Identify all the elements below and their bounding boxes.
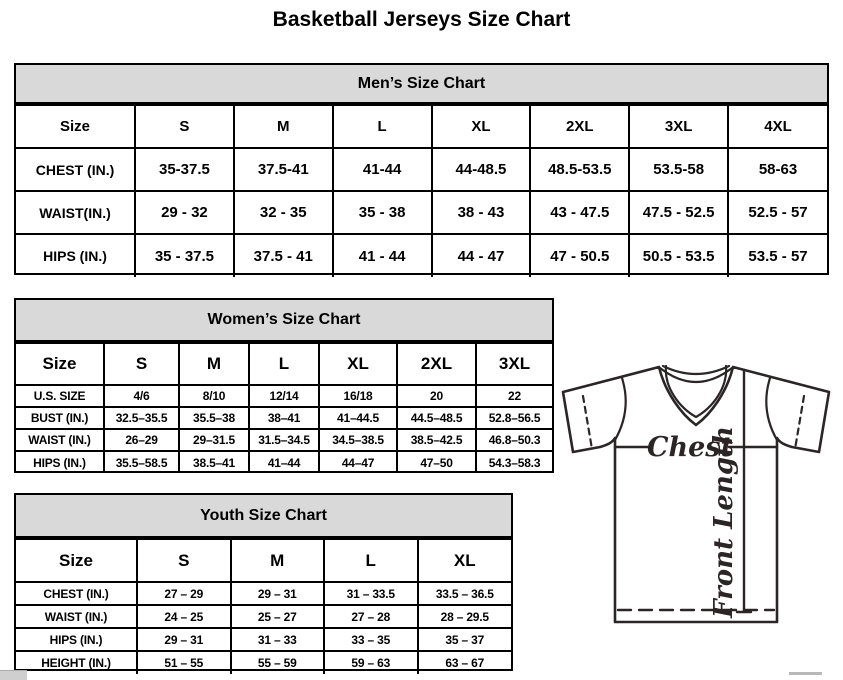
size-value-cell: 22 xyxy=(476,385,552,407)
jersey-measurement-diagram xyxy=(552,350,835,675)
size-value-cell: 31.5–34.5 xyxy=(249,429,319,451)
size-value-cell: 16/18 xyxy=(319,385,397,407)
table-row xyxy=(16,429,552,451)
size-value-cell: 44 - 47 xyxy=(432,234,531,277)
measurement-row-label: U.S. SIZE xyxy=(16,385,104,407)
size-column-header: L xyxy=(249,343,319,385)
size-value-cell: 48.5-53.5 xyxy=(530,148,629,191)
size-column-header: 2XL xyxy=(530,105,629,148)
size-value-cell: 37.5-41 xyxy=(234,148,333,191)
measurement-row-label: WAIST (IN.) xyxy=(16,605,137,628)
size-column-header: XL xyxy=(418,539,512,582)
size-value-cell: 32.5–35.5 xyxy=(104,407,179,429)
size-value-cell: 28 – 29.5 xyxy=(418,605,512,628)
table-row xyxy=(16,451,552,473)
chest-label: Chest xyxy=(647,432,733,463)
table-row xyxy=(16,148,827,191)
size-value-cell: 29–31.5 xyxy=(179,429,249,451)
table-row xyxy=(16,582,511,605)
size-value-cell: 29 - 32 xyxy=(135,191,234,234)
left-cuff-dashed-line xyxy=(583,396,592,449)
table-row xyxy=(16,628,511,651)
size-value-cell: 54.3–58.3 xyxy=(476,451,552,473)
size-column-header: M xyxy=(179,343,249,385)
size-value-cell: 35 - 37.5 xyxy=(135,234,234,277)
size-value-cell: 33.5 – 36.5 xyxy=(418,582,512,605)
size-value-cell: 35.5–58.5 xyxy=(104,451,179,473)
measurement-row-label: CHEST (IN.) xyxy=(16,148,135,191)
size-value-cell: 53.5-58 xyxy=(629,148,728,191)
youth-size-table xyxy=(16,538,511,674)
womens-size-chart xyxy=(14,298,554,473)
size-value-cell: 27 – 29 xyxy=(137,582,231,605)
right-cuff-dashed-line xyxy=(795,396,804,449)
size-value-cell: 35.5–38 xyxy=(179,407,249,429)
size-value-cell: 31 – 33 xyxy=(231,628,325,651)
size-value-cell: 20 xyxy=(397,385,476,407)
size-value-cell: 26–29 xyxy=(104,429,179,451)
collar-back-arc-inner xyxy=(663,366,729,374)
size-value-cell: 43 - 47.5 xyxy=(530,191,629,234)
size-value-cell: 8/10 xyxy=(179,385,249,407)
table-row xyxy=(16,234,827,277)
mens-chart-title: Men’s Size Chart xyxy=(16,65,827,104)
size-value-cell: 24 – 25 xyxy=(137,605,231,628)
size-value-cell: 38 - 43 xyxy=(432,191,531,234)
jersey-outline xyxy=(563,367,829,622)
size-value-cell: 63 – 67 xyxy=(418,651,512,674)
mens-size-chart xyxy=(14,63,829,275)
womens-size-table xyxy=(16,342,552,473)
size-value-cell: 44–47 xyxy=(319,451,397,473)
front-length-label: Front Length xyxy=(709,426,739,618)
size-value-cell: 51 – 55 xyxy=(137,651,231,674)
youth-size-chart xyxy=(14,493,513,671)
size-value-cell: 47–50 xyxy=(397,451,476,473)
youth-chart-title: Youth Size Chart xyxy=(16,495,511,538)
size-value-cell: 44.5–48.5 xyxy=(397,407,476,429)
size-value-cell: 52.5 - 57 xyxy=(728,191,827,234)
size-value-cell: 41 - 44 xyxy=(333,234,432,277)
size-column-header: 3XL xyxy=(629,105,728,148)
size-value-cell: 52.8–56.5 xyxy=(476,407,552,429)
measurement-row-label: HIPS (IN.) xyxy=(16,628,137,651)
size-value-cell: 33 – 35 xyxy=(324,628,418,651)
size-value-cell: 55 – 59 xyxy=(231,651,325,674)
size-value-cell: 25 – 27 xyxy=(231,605,325,628)
size-value-cell: 27 – 28 xyxy=(324,605,418,628)
size-value-cell: 12/14 xyxy=(249,385,319,407)
size-value-cell: 50.5 - 53.5 xyxy=(629,234,728,277)
size-value-cell: 38.5–42.5 xyxy=(397,429,476,451)
size-column-header: S xyxy=(104,343,179,385)
size-value-cell: 38.5–41 xyxy=(179,451,249,473)
table-row xyxy=(16,385,552,407)
size-column-header: Size xyxy=(16,105,135,148)
size-value-cell: 38–41 xyxy=(249,407,319,429)
size-value-cell: 41-44 xyxy=(333,148,432,191)
size-value-cell: 47 - 50.5 xyxy=(530,234,629,277)
table-row xyxy=(16,407,552,429)
womens-chart-title: Women’s Size Chart xyxy=(16,300,552,342)
measurement-row-label: HIPS (IN.) xyxy=(16,451,104,473)
size-column-header: XL xyxy=(319,343,397,385)
table-row xyxy=(16,191,827,234)
size-value-cell: 37.5 - 41 xyxy=(234,234,333,277)
size-value-cell: 35 - 38 xyxy=(333,191,432,234)
size-value-cell: 59 – 63 xyxy=(324,651,418,674)
right-shoulder-seam xyxy=(766,378,777,440)
measurement-row-label: BUST (IN.) xyxy=(16,407,104,429)
page-title: Basketball Jerseys Size Chart xyxy=(272,8,571,31)
size-column-header: XL xyxy=(432,105,531,148)
bottom-right-cutoff-fragment xyxy=(789,672,822,675)
jersey-illustration xyxy=(552,350,835,675)
size-value-cell: 35 – 37 xyxy=(418,628,512,651)
size-value-cell: 29 – 31 xyxy=(137,628,231,651)
measurement-row-label: WAIST(IN.) xyxy=(16,191,135,234)
size-value-cell: 32 - 35 xyxy=(234,191,333,234)
left-shoulder-seam xyxy=(615,378,626,440)
size-value-cell: 31 – 33.5 xyxy=(324,582,418,605)
mens-size-table xyxy=(16,104,827,277)
size-column-header: L xyxy=(324,539,418,582)
size-column-header: M xyxy=(231,539,325,582)
measurement-row-label: HIPS (IN.) xyxy=(16,234,135,277)
size-column-header: Size xyxy=(16,539,137,582)
size-value-cell: 44-48.5 xyxy=(432,148,531,191)
size-value-cell: 53.5 - 57 xyxy=(728,234,827,277)
size-column-header: 2XL xyxy=(397,343,476,385)
size-value-cell: 4/6 xyxy=(104,385,179,407)
size-value-cell: 46.8–50.3 xyxy=(476,429,552,451)
size-column-header: S xyxy=(137,539,231,582)
size-value-cell: 34.5–38.5 xyxy=(319,429,397,451)
measurement-row-label: HEIGHT (IN.) xyxy=(16,651,137,674)
measurement-row-label: WAIST (IN.) xyxy=(16,429,104,451)
measurement-row-label: CHEST (IN.) xyxy=(16,582,137,605)
size-value-cell: 41–44 xyxy=(249,451,319,473)
size-column-header: L xyxy=(333,105,432,148)
table-row xyxy=(16,605,511,628)
size-column-header: S xyxy=(135,105,234,148)
size-column-header: M xyxy=(234,105,333,148)
size-column-header: 4XL xyxy=(728,105,827,148)
size-value-cell: 47.5 - 52.5 xyxy=(629,191,728,234)
size-column-header: 3XL xyxy=(476,343,552,385)
size-column-header: Size xyxy=(16,343,104,385)
size-value-cell: 35-37.5 xyxy=(135,148,234,191)
size-value-cell: 29 – 31 xyxy=(231,582,325,605)
size-value-cell: 58-63 xyxy=(728,148,827,191)
table-row xyxy=(16,651,511,674)
size-value-cell: 41–44.5 xyxy=(319,407,397,429)
